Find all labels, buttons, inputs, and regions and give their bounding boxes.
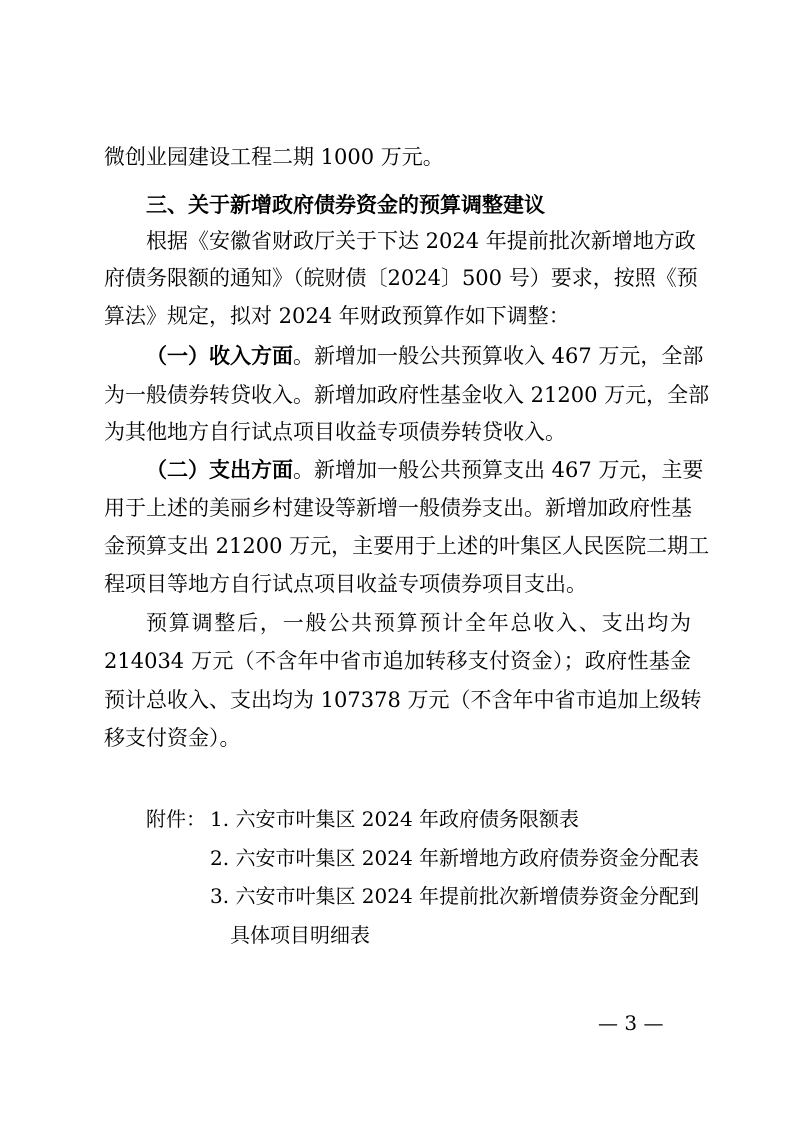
paragraph-line: 算法》规定，拟对 2024 年财政预算作如下调整： (104, 304, 570, 328)
attachment-item: 2. 六安市叶集区 2024 年新增地方政府债券资金分配表 (210, 846, 700, 870)
paragraph-text: 。新增加一般公共预算收入 467 万元，全部 (293, 344, 704, 368)
subheading-expenditure: （二）支出方面 (146, 458, 293, 482)
attachment-item: 3. 六安市叶集区 2024 年提前批次新增债券资金分配到 (210, 884, 700, 908)
section-heading: 三、关于新增政府债券资金的预算调整建议 (146, 193, 545, 217)
subheading-income: （一）收入方面 (146, 344, 293, 368)
paragraph-line: 根据《安徽省财政厅关于下达 2024 年提前批次新增地方政 (146, 229, 696, 253)
paragraph-line: 214034 万元（不含年中省市追加转移支付资金）；政府性基金 (104, 649, 691, 673)
attachment-item-continuation: 具体项目明细表 (230, 923, 370, 947)
paragraph-text: 。新增加一般公共预算支出 467 万元，主要 (293, 458, 704, 482)
paragraph-line (146, 455, 793, 485)
paragraph-line: 程项目等地方自行试点项目收益专项债券项目支出。 (104, 572, 587, 596)
attachment-item: 1. 六安市叶集区 2024 年政府债务限额表 (210, 807, 580, 831)
paragraph-line: 府债务限额的通知》（皖财债〔2024〕500 号）要求，按照《预 (104, 266, 698, 290)
paragraph-line: 预计总收入、支出均为 107378 万元（不含年中省市追加上级转 (104, 688, 702, 712)
page-number: — 3 — (598, 1011, 664, 1035)
paragraph-line: 用于上述的美丽乡村建设等新增一般债券支出。新增加政府性基 (104, 496, 692, 520)
paragraph-line: 金预算支出 21200 万元，主要用于上述的叶集区人民医院二期工 (104, 534, 710, 558)
paragraph-line: 为其他地方自行试点项目收益专项债券转贷收入。 (104, 420, 566, 444)
paragraph-line: 预算调整后，一般公共预算预计全年总收入、支出均为 (146, 611, 691, 635)
body-line: 微创业园建设工程二期 1000 万元。 (104, 145, 444, 169)
paragraph-line: 为一般债券转贷收入。新增加政府性基金收入 21200 万元，全部 (104, 383, 710, 407)
attachments-label: 附件： (146, 807, 206, 831)
paragraph-line: 移支付资金）。 (104, 726, 241, 750)
paragraph-line (146, 341, 793, 371)
